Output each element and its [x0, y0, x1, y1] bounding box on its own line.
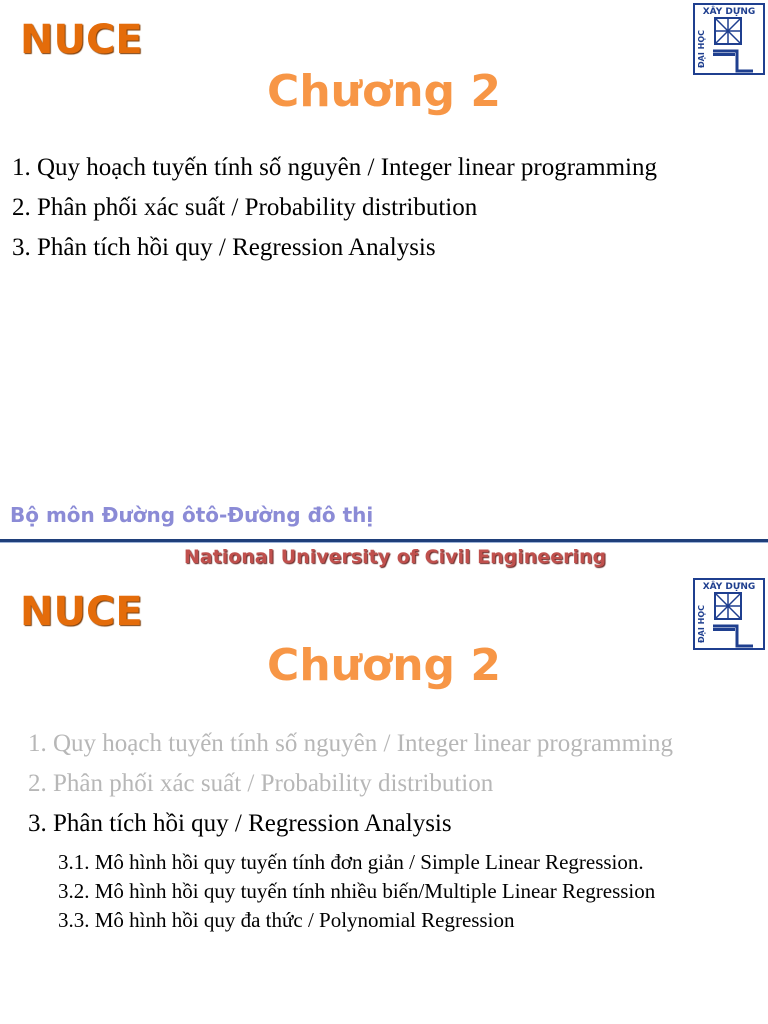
outline-subitem: 3.1. Mô hình hồi quy tuyến tính đơn giản / Simple Linear Regression.: [58, 850, 644, 874]
svg-text:XÂY DỰNG: XÂY DỰNG: [702, 582, 756, 592]
svg-text:ĐẠI HỌC: ĐẠI HỌC: [697, 29, 706, 69]
outline-item-active: 3. Phân tích hồi quy / Regression Analysis: [28, 810, 452, 837]
outline-item: 1. Quy hoạch tuyến tính số nguyên / Integer linear programming: [12, 154, 657, 181]
brand-logo-text: NUCE: [20, 589, 143, 635]
department-footer: Bộ môn Đường ôtô-Đường đô thị: [10, 503, 374, 527]
brand-logo-text: NUCE: [20, 17, 143, 63]
chapter-outline: [12, 154, 758, 274]
outline-item: 2. Phân phối xác suất / Probability distribution: [12, 194, 478, 221]
chapter-outline: [28, 730, 760, 937]
slide-title: Chương 2: [267, 640, 501, 691]
svg-text:ĐẠI HỌC: ĐẠI HỌC: [697, 604, 706, 644]
outline-item: 3. Phân tích hồi quy / Regression Analysis: [12, 234, 436, 261]
university-logo-icon: [693, 3, 765, 75]
svg-text:XÂY DỰNG: XÂY DỰNG: [702, 7, 756, 17]
university-name: National University of Civil Engineering: [183, 546, 607, 568]
outline-subitem: 3.3. Mô hình hồi quy đa thức / Polynomial Regression: [58, 908, 515, 932]
outline-item-dimmed: 2. Phân phối xác suất / Probability distribution: [28, 770, 494, 797]
slide-2: [0, 512, 768, 1024]
outline-item-dimmed: 1. Quy hoạch tuyến tính số nguyên / Integer linear programming: [28, 730, 673, 757]
slide-title: Chương 2: [267, 66, 501, 117]
outline-subitem: 3.2. Mô hình hồi quy tuyến tính nhiều biến/Multiple Linear Regression: [58, 879, 656, 903]
